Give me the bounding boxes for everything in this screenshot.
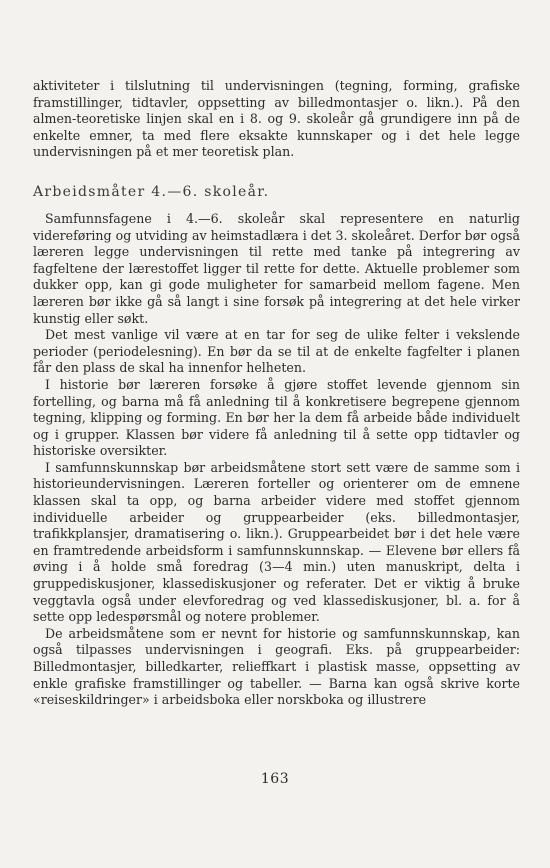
- body-paragraph: Det mest vanlige vil være at en tar for seg de ulike felter i vekslende perioder (periodelesning). En bør da se til at de enkelte fagfelter i planen får den plass de skal ha innenfor helheten.: [33, 327, 520, 376]
- section-heading: Arbeidsmåter 4.—6. skoleår.: [33, 183, 270, 200]
- body-paragraph: Samfunnsfagene i 4.—6. skoleår skal representere en naturlig videreføring og utviding av heimstadlæra i det 3. skoleåret. Derfor bør også læreren legge undervisningen til rette med tanke på integrering av fagfeltene der lærestoffet ligger til rette for dette. Aktuelle problemer som dukker opp, kan gi gode muligheter for samarbeid mellom fagene. Men læreren bør ikke gå så langt i sine forsøk på integrering at det hele virker kunstig eller søkt.: [33, 210, 520, 326]
- body-paragraph: I samfunnskunnskap bør arbeidsmåtene stort sett være de samme som i historieundervisningen. Læreren forteller og orienterer om de emnene klassen skal ta opp, og barna arbeider videre med stoffet gjennom individuelle arbeider og gruppearbeider (eks. billedmontasjer, trafikkplansjer, dramatisering o. likn.). Gruppearbeidet bør i det hele være en framtredende arbeidsform i samfunnskunnskap. — Elevene bør ellers få øving i å holde små foredrag (3—4 min.) uten manuskript, delta i gruppediskusjoner, klassediskusjoner og referater. Det er viktig å bruke veggtavla også under elevforedrag og ved klassediskusjoner, bl. a. for å sette opp ledespørsmål og notere problemer.: [33, 459, 520, 625]
- document-page: [33, 78, 520, 709]
- body-paragraph: De arbeidsmåtene som er nevnt for historie og samfunnskunnskap, kan også tilpasses undervisningen i geografi. Eks. på gruppearbeider: Billedmontasjer, billedkarter, relieffkart i plastisk masse, oppsetting av enkle grafiske framstillinger og tabeller. — Barna kan også skrive korte «reiseskildringer» i arbeidsboka eller norskboka og illustrere: [33, 625, 520, 708]
- body-paragraph: I historie bør læreren forsøke å gjøre stoffet levende gjennom sin fortelling, og barna må få anledning til å konkretisere begrepene gjennom tegning, klipping og forming. En bør her la dem få arbeide både individuelt og i grupper. Klassen bør videre få anledning til å sette opp tidtavler og historiske oversikter.: [33, 376, 520, 459]
- page-number: 163: [260, 771, 290, 787]
- intro-paragraph: aktiviteter i tilslutning til undervisningen (tegning, forming, grafiske framstillinger, tidtavler, oppsetting av billedmontasjer o. likn.). På den almen-teoretiske linjen skal en i 8. og 9. skoleår gå grundigere inn på de enkelte emner, ta med flere eksakte kunnskaper og i det hele legge undervisningen på et mer teoretisk plan.: [33, 78, 520, 160]
